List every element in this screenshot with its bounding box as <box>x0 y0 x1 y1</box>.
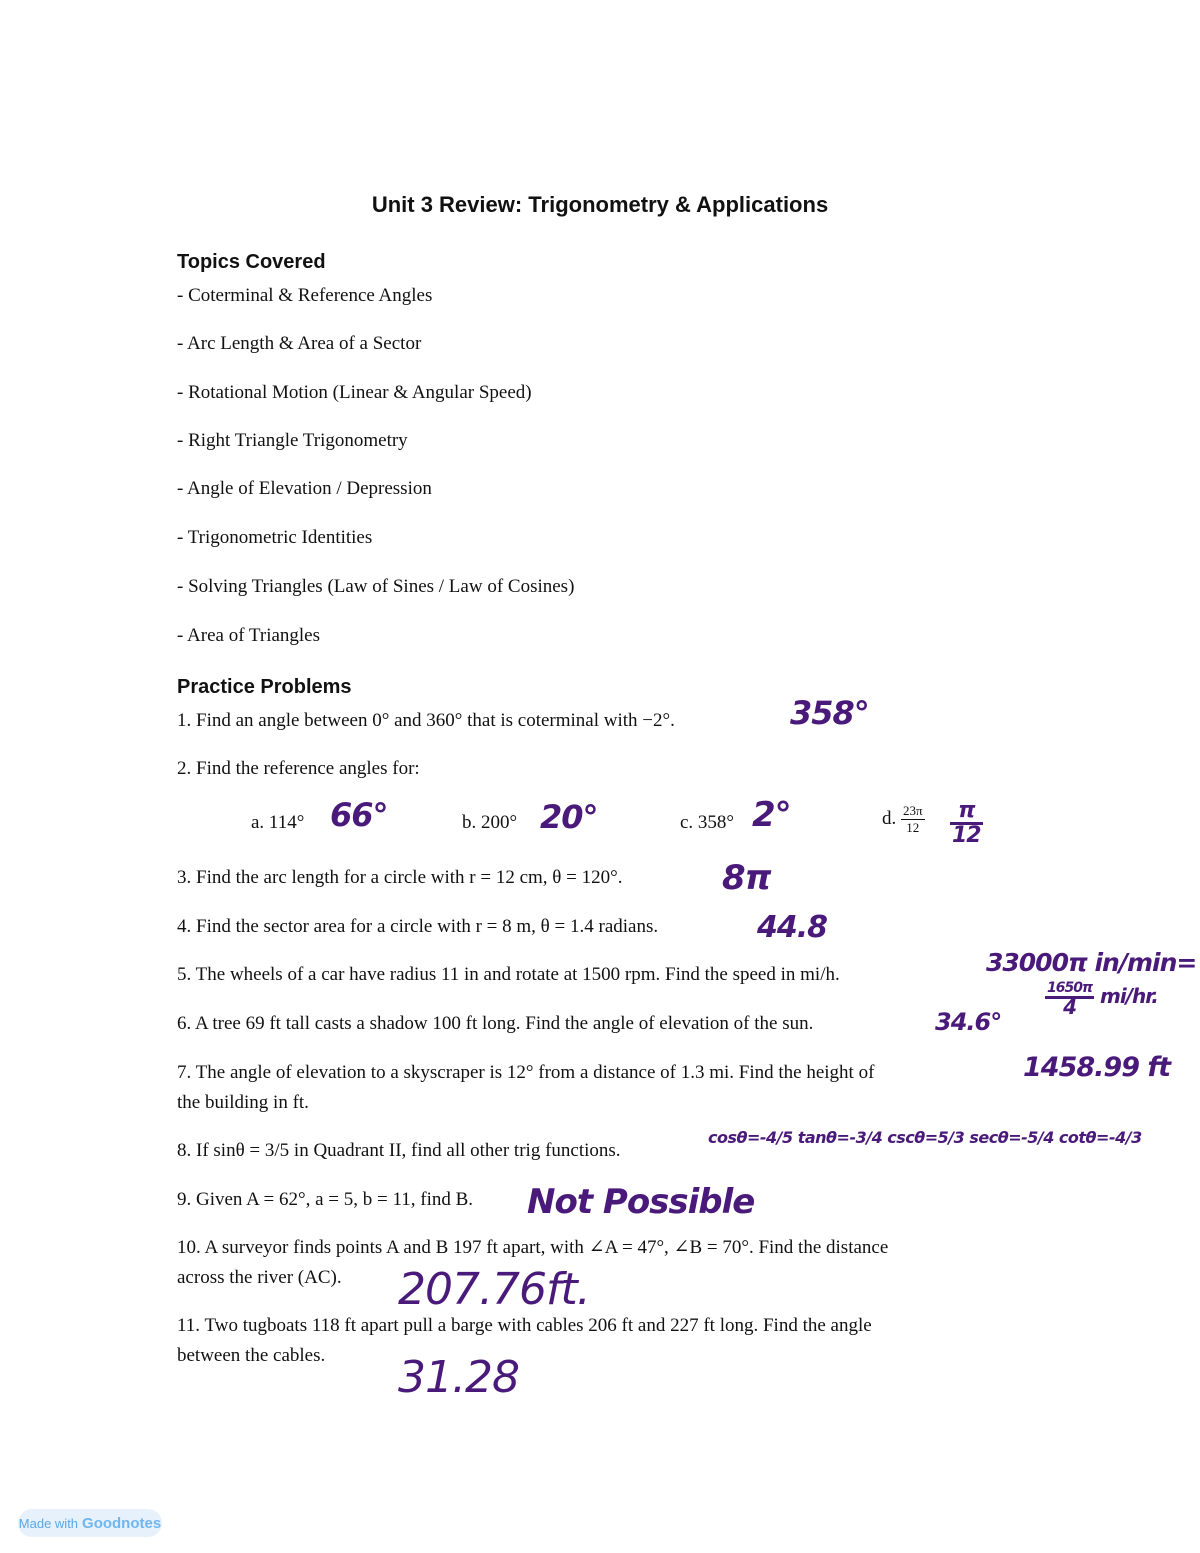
problem-4-answer: 44.8 <box>757 910 828 945</box>
topic-item: - Area of Triangles <box>177 625 321 646</box>
problem-9-answer: Not Possible <box>527 1182 755 1222</box>
problem-8-text: 8. If sinθ = 3/5 in Quadrant II, find all other trig functions. <box>177 1140 621 1161</box>
problem-4-text: 4. Find the sector area for a circle with r = 8 m, θ = 1.4 radians. <box>177 916 659 937</box>
problem-10-text-line2: across the river (AC). <box>177 1267 342 1288</box>
problem-2a-label: a. 114° <box>251 812 305 833</box>
made-with-goodnotes-badge <box>18 1509 162 1537</box>
problem-9-text: 9. Given A = 62°, a = 5, b = 11, find B. <box>177 1189 474 1210</box>
problem-2c-answer: 2° <box>752 795 791 835</box>
problem-5-answer-line1: 33000π in/min= <box>986 948 1197 977</box>
problem-7-text-line1: 7. The angle of elevation to a skyscraper is 12° from a distance of 1.3 mi. Find the height of <box>177 1062 875 1083</box>
problem-5-text: 5. The wheels of a car have radius 11 in and rotate at 1500 rpm. Find the speed in mi/h. <box>177 964 840 985</box>
fraction-denominator: 12 <box>906 820 920 835</box>
problem-6-answer: 34.6° <box>935 1008 1002 1036</box>
problem-2d-label: d. <box>882 807 897 829</box>
problem-2d-fraction <box>901 803 925 836</box>
problem-3-answer: 8π <box>722 858 771 898</box>
problem-11-answer: 31.28 <box>398 1352 519 1403</box>
problem-2d-answer <box>950 800 983 847</box>
problem-1-text: 1. Find an angle between 0° and 360° that is coterminal with −2°. <box>177 710 675 731</box>
answer-denominator: 4 <box>1063 995 1076 1019</box>
topic-item: - Solving Triangles (Law of Sines / Law of Cosines) <box>177 576 575 597</box>
problem-2b-label: b. 200° <box>462 812 518 833</box>
problem-7-answer: 1458.99 ft <box>1023 1052 1171 1083</box>
problem-7-text-line2: the building in ft. <box>177 1092 309 1113</box>
answer-denominator: 12 <box>952 823 981 848</box>
goodnotes-brand: Goodnotes <box>82 1514 162 1532</box>
problem-2-text: 2. Find the reference angles for: <box>177 758 420 779</box>
problem-2d <box>882 803 925 836</box>
problem-10-answer: 207.76ft. <box>398 1264 590 1315</box>
page-title: Unit 3 Review: Trigonometry & Applications <box>371 192 829 217</box>
topic-item: - Angle of Elevation / Depression <box>177 478 432 499</box>
problem-6-text: 6. A tree 69 ft tall casts a shadow 100 ft long. Find the angle of elevation of the sun. <box>177 1013 814 1034</box>
problem-11-text-line1: 11. Two tugboats 118 ft apart pull a barge with cables 206 ft and 227 ft long. Find the angle <box>177 1315 872 1336</box>
problem-1-answer: 358° <box>790 694 869 732</box>
problem-3-text: 3. Find the arc length for a circle with r = 12 cm, θ = 120°. <box>177 867 623 888</box>
topic-item: - Arc Length & Area of a Sector <box>177 333 422 354</box>
topic-item: - Coterminal & Reference Angles <box>177 285 433 306</box>
problem-8-answer: cosθ=-4/5 tanθ=-3/4 cscθ=5/3 secθ=-5/4 cotθ=-4/3 <box>708 1128 1142 1147</box>
problem-2b-answer: 20° <box>540 798 598 836</box>
answer-unit: mi/hr. <box>1100 984 1158 1008</box>
topic-item: - Right Triangle Trigonometry <box>177 430 408 451</box>
problem-11-text-line2: between the cables. <box>177 1345 326 1366</box>
fraction-numerator: 23π <box>903 803 923 818</box>
problem-5-answer-line2 <box>1045 980 1158 1019</box>
made-with-label: Made with <box>18 1515 79 1531</box>
problem-10-text-line1: 10. A surveyor finds points A and B 197 ft apart, with ∠A = 47°, ∠B = 70°. Find the distance <box>177 1237 889 1258</box>
topic-item: - Trigonometric Identities <box>177 527 373 548</box>
practice-heading: Practice Problems <box>177 676 352 698</box>
answer-numerator: 1650π <box>1045 980 1094 999</box>
topic-item: - Rotational Motion (Linear & Angular Speed) <box>177 382 532 403</box>
answer-numerator: π <box>950 800 983 825</box>
topics-heading: Topics Covered <box>177 251 326 273</box>
problem-2c-label: c. 358° <box>680 812 735 833</box>
problem-2a-answer: 66° <box>330 796 388 834</box>
